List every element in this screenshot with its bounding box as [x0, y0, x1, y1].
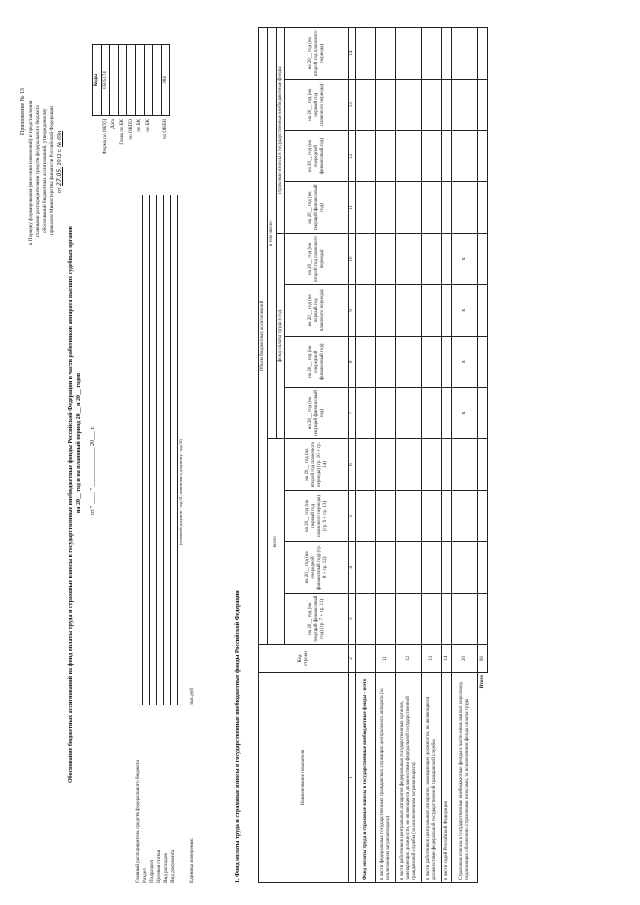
code-label: по ОКЕИ [163, 119, 169, 140]
code-label: Форма по ОКУД [102, 119, 108, 155]
total-code: 90 [478, 645, 488, 673]
code-label: по БК [145, 119, 151, 132]
code-label: по ОКПО [128, 119, 134, 140]
code-date[interactable] [110, 45, 119, 116]
form-title: Обоснование бюджетных ассигнований на фонд оплаты труда и страховые взносы в государственные внебюджетные фонды Российской Федерации в части работников аппарата высших судебных органов [68, 226, 74, 783]
field-label-vid-doc: Вид документа [170, 849, 176, 883]
group-header-main: Объем бюджетных ассигнований [259, 28, 268, 645]
col-header-fot-plan1: на 20__ год (на первый год планового периода) [285, 285, 349, 336]
codes-header: Коды [93, 45, 102, 116]
row-name: в части работников центральных аппаратов федеральных государственных органов, замещающих должности, не являющиеся должностями федеральной государственной гражданской службы (за исключением загранаппарата) [396, 673, 422, 883]
row-name: в части работников центральных аппаратов, замещающих должности, не являющиеся должностями федеральной государственной гражданской службы [422, 673, 442, 883]
col-header-ins-plan2: на 20__ год (на второй год планового периода) [285, 28, 349, 80]
col-header-fot-plan2: на 20__ год (на второй год планового периода) [285, 233, 349, 284]
col-number: 10 [349, 233, 356, 284]
total-label: Итого [478, 673, 488, 883]
doc-type-hint: (основной документ - код 01; изменения к документу - код 02) [178, 439, 183, 545]
x-mark: х [452, 336, 478, 387]
row-code: 20 [452, 645, 478, 673]
fot-table [258, 27, 488, 883]
row-name: Фонд оплаты труда и страховые взносы в государственные внебюджетные фонды - всего [356, 673, 376, 883]
appendix-line-3: обоснований бюджетных ассигнований, утвержденному [42, 108, 48, 233]
col-number: 2 [349, 645, 356, 673]
row-name: Страховые взносы в государственные внебюджетные фонды в части иных выплат персоналу, подлежащих обложению страховыми взносами, за исключением фонда оплаты труда [452, 673, 478, 883]
col-header-total-current: на 20__ год (на текущий финансовый год) (гр. 7 + гр. 11) [285, 593, 349, 644]
code-label: по БК [137, 119, 143, 132]
row-code: 14 [442, 645, 452, 673]
code-glava[interactable] [118, 45, 127, 116]
code-okud[interactable]: 0505174 [101, 45, 110, 116]
col-header-code: Код строки [259, 645, 349, 673]
field-glava-underline[interactable] [142, 195, 143, 705]
field-podrazdel-underline[interactable] [156, 195, 157, 705]
row-code: 11 [376, 645, 396, 673]
col-header-fot-current: на 20__ год (на текущий финансовый год) [285, 387, 349, 438]
appendix-line-1: к Порядку формирования (внесения изменений) и представления [28, 100, 34, 245]
col-number: 11 [349, 182, 356, 233]
row-code: 12 [396, 645, 422, 673]
field-razdel-underline[interactable] [149, 195, 150, 705]
field-label-razdel: Раздел [142, 868, 148, 883]
col-number: 7 [349, 387, 356, 438]
col-header-ins-next: на 20__ год (на очередной финансовый год) [285, 130, 349, 181]
col-number: 13 [349, 79, 356, 130]
code-label [153, 116, 162, 176]
group-header-total: всего [267, 439, 285, 645]
form-title-period: на 20__ год и на плановый период 20__ и 20__ годов [76, 372, 82, 513]
code-okei[interactable]: 384 [161, 45, 170, 116]
section-title: 1. Фонд оплаты труда и страховые взносы в государственные внебюджетные фонды Российской Федерации [235, 590, 241, 883]
col-number: 6 [349, 439, 356, 490]
field-vid-rashodov-underline[interactable] [170, 195, 171, 705]
col-number: 3 [349, 593, 356, 644]
table-row [452, 28, 478, 883]
field-label-glava: Главный распорядитель средств федерального бюджета [135, 759, 141, 883]
code-bk-1[interactable] [135, 45, 144, 116]
x-mark: х [452, 387, 478, 438]
appendix-number: Приложение № 13 [20, 88, 26, 135]
x-mark: х [452, 233, 478, 284]
col-number: 8 [349, 336, 356, 387]
col-header-ins-current: на 20__ год (на текущий финансовый год) [285, 182, 349, 233]
code-doc-type[interactable] [153, 45, 162, 116]
col-number: 14 [349, 28, 356, 80]
codes-table [92, 44, 170, 175]
code-okpo[interactable] [127, 45, 136, 116]
code-bk-2[interactable] [144, 45, 153, 116]
col-number: 1 [349, 673, 356, 883]
col-number: 5 [349, 490, 356, 541]
col-number: 4 [349, 542, 356, 593]
row-code [356, 645, 376, 673]
col-header-total-plan2: на 20__ год (на второй год планового периода) (гр. 10 + гр. 14) [285, 439, 349, 490]
group-header-incl: в том числе: [267, 28, 276, 439]
appendix-line-2: главными распорядителями средств федерального бюджета [35, 105, 41, 237]
row-name: в части федеральных государственных гражданских служащих центрального аппарата (за исключением загранаппарата) [376, 673, 396, 883]
form-date-line: от " ____ " _____________ 20___ г. [90, 426, 96, 515]
table-row [396, 28, 422, 883]
col-header-ins-plan1: на 20__ год (на первый год планового периода) [285, 79, 349, 130]
group-header-fot: фонд оплаты труда в год [276, 233, 285, 439]
units-label: Единица измерения: [189, 837, 195, 883]
field-label-tselevaya: Целевая статья [156, 849, 162, 883]
col-number: 12 [349, 130, 356, 181]
order-date-line [57, 131, 63, 193]
field-label-vid-rashodov: Вид расходов [163, 853, 169, 883]
row-name: в части судей Российской Федерации [442, 673, 452, 883]
table-row [422, 28, 442, 883]
row-code: 13 [422, 645, 442, 673]
table-row [376, 28, 396, 883]
order-date: 27.05. [56, 166, 63, 186]
field-tselevaya-underline[interactable] [163, 195, 164, 705]
x-mark: х [452, 285, 478, 336]
appendix-line-4: приказом Министерства финансов Российской Федерации [49, 106, 55, 235]
col-header-name: Наименование показателя [259, 673, 349, 883]
col-header-total-plan1: на 20__ год (на первый год планового периода) (гр. 9 + гр. 13) [285, 490, 349, 541]
order-number: № 69н [57, 130, 63, 148]
total-row [478, 28, 488, 883]
col-number: 9 [349, 285, 356, 336]
col-header-fot-next: на 20__ год (на очередной финансовый год) [285, 336, 349, 387]
order-year: 2012 г. [57, 148, 63, 166]
col-header-total-next: на 20__ год (на очередной финансовый год) (гр. 8 + гр. 12) [285, 542, 349, 593]
table-row [442, 28, 452, 883]
table-row [356, 28, 376, 883]
code-label: Глава по БК [120, 119, 126, 145]
order-prefix: от [57, 187, 63, 193]
units-value: тыс.руб [189, 687, 195, 705]
field-label-podrazdel: Подраздел [149, 859, 155, 883]
code-label: Дата [111, 119, 117, 129]
group-header-insurance: страховые взносы в государственные внебюджетные фонды [276, 28, 285, 234]
